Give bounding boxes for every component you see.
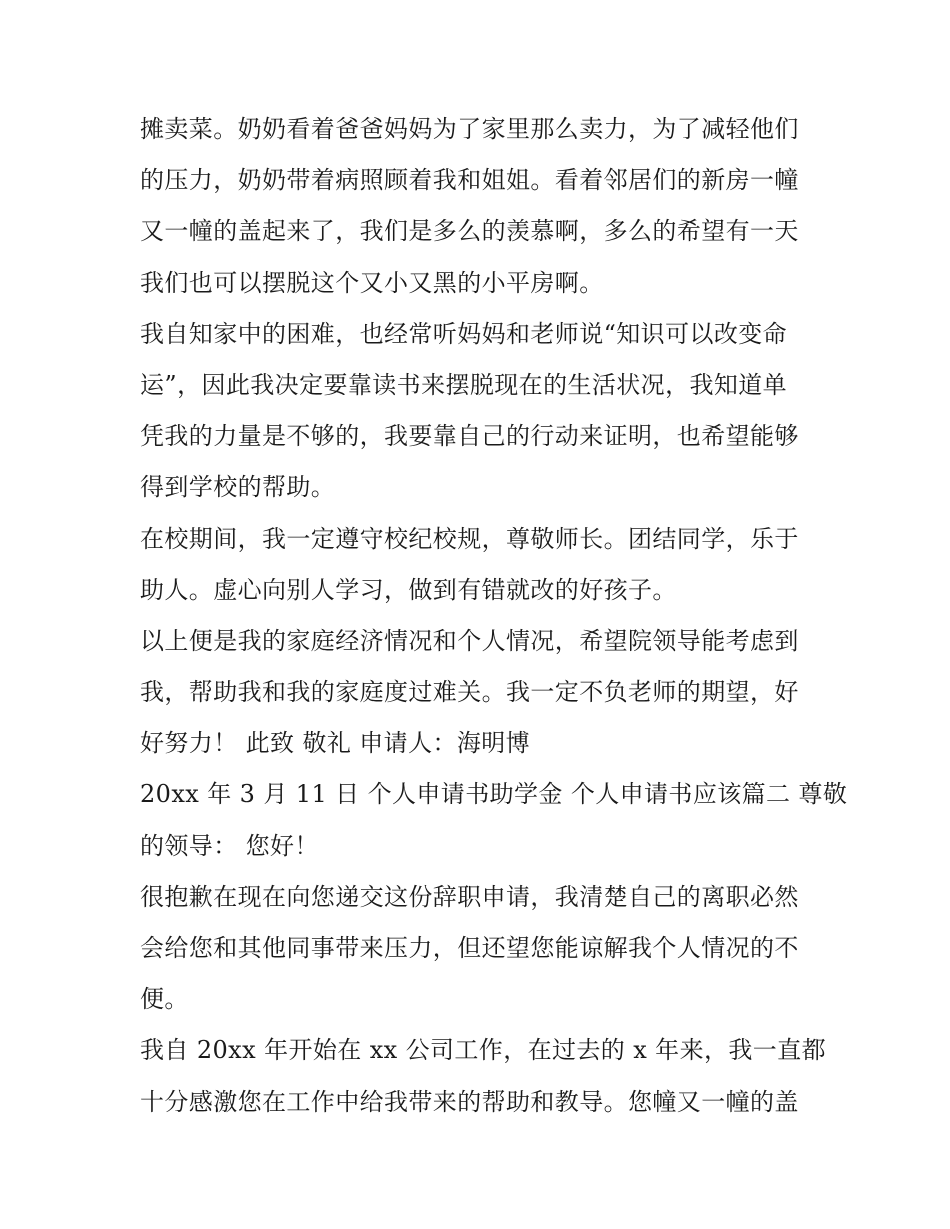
text-line: 运”，因此我决定要靠读书来摆脱现在的生活状况，我知道单 xyxy=(140,370,788,399)
text-line: 摊卖菜。奶奶看着爸爸妈妈为了家里那么卖力，为了减轻他们 xyxy=(140,115,799,143)
text-line: 的领导： 您好！ xyxy=(140,831,319,860)
text-line: 又一幢的盖起来了，我们是多么的羡慕啊，多么的希望有一天 xyxy=(140,217,799,246)
text-line: 我，帮助我和我的家庭度过难关。我一定不负老师的期望，好 xyxy=(140,678,799,707)
text-line: 十分感激您在工作中给我带来的帮助和教导。您幢又一幢的盖 xyxy=(140,1087,799,1116)
body-text xyxy=(140,104,848,1128)
text-line: 凭我的力量是不够的，我要靠自己的行动来证明，也希望能够 xyxy=(140,422,799,451)
text-line: 得到学校的帮助。 xyxy=(140,473,336,502)
text-line: 我自知家中的困难，也经常听妈妈和老师说“知识可以改变命 xyxy=(140,319,788,348)
text-line: 我自 20xx 年开始在 xx 公司工作，在过去的 x 年来，我一直都 xyxy=(140,1036,826,1065)
text-line: 助人。虚心向别人学习，做到有错就改的好孩子。 xyxy=(140,575,677,604)
text-line: 好努力！ 此致 敬礼 申请人：海明博 xyxy=(140,729,531,758)
text-line: 以上便是我的家庭经济情况和个人情况，希望院领导能考虑到 xyxy=(140,626,799,655)
text-line: 的压力，奶奶带着病照顾着我和姐姐。看着邻居们的新房一幢 xyxy=(140,166,799,195)
text-line: 很抱歉在现在向您递交这份辞职申请，我清楚自己的离职必然 xyxy=(140,882,799,911)
text-line: 我们也可以摆脱这个又小又黑的小平房啊。 xyxy=(140,268,604,297)
text-line: 会给您和其他同事带来压力，但还望您能谅解我个人情况的不 xyxy=(140,934,799,962)
text-line: 便。 xyxy=(140,985,189,1014)
text-line: 20xx 年 3 月 11 日 个人申请书助学金 个人申请书应该篇二 尊敬 xyxy=(140,780,848,809)
text-line: 在校期间，我一定遵守校纪校规，尊敬师长。团结同学，乐于 xyxy=(140,524,799,553)
